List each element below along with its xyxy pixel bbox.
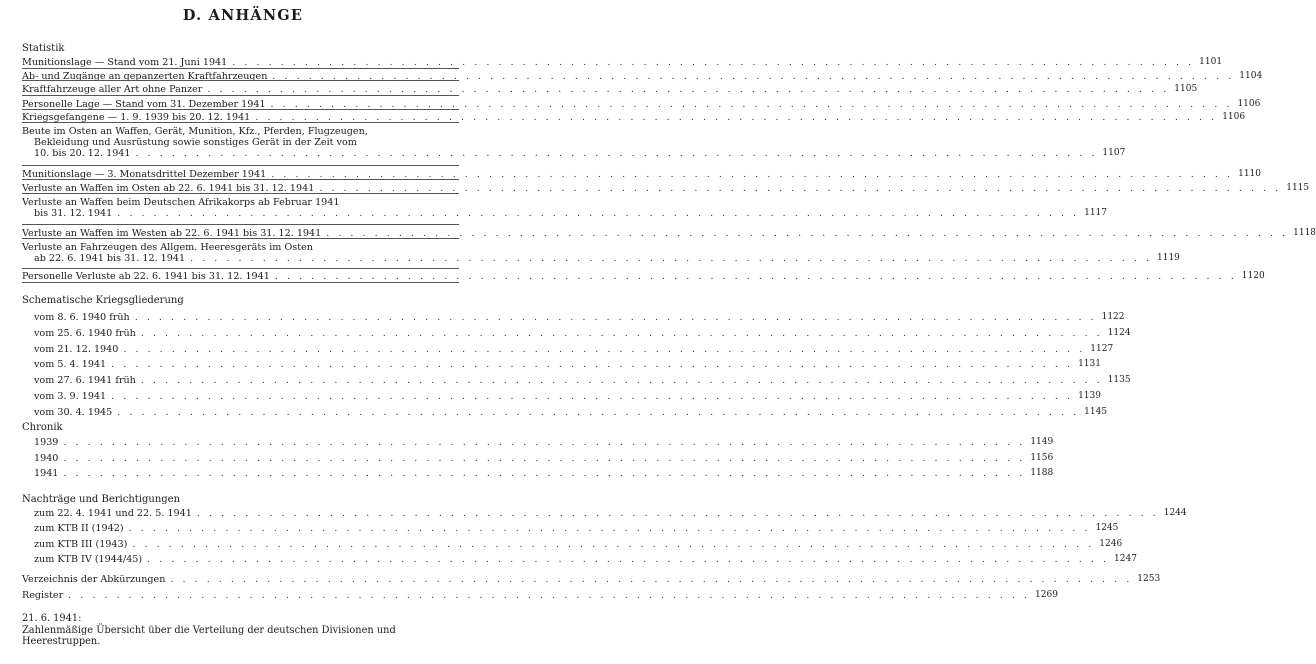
leader-dots: . . . . . . . . . . . . . . . . . . . . . . . . . . . . . . . . . . . . . . . . . . . . . . . . . . . . . . . . . . . . . . . . . . . . . . . . . . . . . . . .	[140, 375, 1103, 387]
section-heading-chronik: Chronik	[22, 422, 63, 433]
section-heading-kriegsgliederung: Schematische Kriegsgliederung	[22, 295, 184, 306]
toc-entry[interactable]	[22, 406, 1108, 419]
leader-dots: . . . . . . . . . . . . . . . . . . . . . . . . . . . . . . . . . . . . . . . . . . . . . . . . . . . . . . . . . . . . . . . . . . . . . . . . . . . . . . . .	[274, 271, 1237, 282]
page-title: D. ANHÄNGE	[182, 7, 304, 24]
leader-dots: . . . . . . . . . . . . . . . . . . . . . . . . . . . . . . . . . . . . . . . . . . . . . . . . . . . . . . . . . . . . . . . . . . . . . . . . . . . . . . . .	[170, 574, 1133, 585]
entry-text: vom 30. 4. 1945	[34, 406, 113, 418]
entry-text: vom 27. 6. 1941 früh	[34, 375, 136, 387]
leader-dots: . . . . . . . . . . . . . . . . . . . . . . . . . . . . . . . . . . . . . . . . . . . . . . . . . . . . . . . . . . . . . . . . . . . . . . . . . . . . . . . .	[270, 99, 1233, 110]
note-date: 21. 6. 1941:	[22, 613, 82, 624]
page-number: 1131	[1078, 359, 1101, 370]
leader-dots: . . . . . . . . . . . . . . . . . . . . . . . . . . . . . . . . . . . . . . . . . . . . . . . . . . . . . . . . . . . . . . . . . . . . . . . . . . . . . . . .	[117, 208, 1080, 220]
entry-text: zum KTB IV (1944/45)	[34, 554, 143, 566]
entry-text: Verzeichnis der Abkürzungen	[22, 574, 166, 585]
page-number: 1124	[1107, 327, 1131, 338]
toc-entry[interactable]	[22, 343, 1114, 356]
entry-text: Munitionslage — 3. Monatsdrittel Dezember 1941	[22, 169, 267, 180]
leader-dots: . . . . . . . . . . . . . . . . . . . . . . . . . . . . . . . . . . . . . . . . . . . . . . . . . . . . . . . . . . . . . . . . . . . . . . . . . . . . . . . .	[111, 391, 1074, 402]
page-number: 1105	[1174, 84, 1198, 94]
leader-dots: . . . . . . . . . . . . . . . . . . . . . . . . . . . . . . . . . . . . . . . . . . . . . . . . . . . . . . . . . . . . . . . . . . . . . . . . . . . . . . . .	[134, 312, 1097, 323]
entry-text: Verluste an Waffen im Osten ab 22. 6. 1941 bis 31. 12. 1941	[22, 183, 315, 194]
entry-text: vom 21. 12. 1940	[34, 343, 119, 355]
toc-entry[interactable]	[22, 390, 1101, 403]
page-number: 1139	[1078, 391, 1101, 401]
toc-entry[interactable]	[22, 589, 1058, 602]
divider-rule	[22, 179, 459, 180]
divider-rule	[22, 122, 459, 123]
divider-rule	[22, 193, 459, 194]
toc-entry[interactable]	[22, 147, 1126, 160]
page-number: 1247	[1114, 554, 1137, 565]
page-number: 1117	[1084, 208, 1108, 219]
entry-text: Verluste an Waffen beim Deutschen Afrikakorps ab Februar 1941	[22, 197, 340, 208]
leader-dots: . . . . . . . . . . . . . . . . . . . . . . . . . . . . . . . . . . . . . . . . . . . . . . . . . . . . . . . . . . . . . . . . . . . . . . . . . . . . . . . .	[272, 71, 1235, 82]
toc-entry[interactable]	[22, 207, 1108, 220]
entry-text: Bekleidung und Ausrüstung sowie sonstiges Gerät in der Zeit vom	[34, 137, 357, 149]
toc-entry[interactable]	[22, 358, 1101, 371]
leader-dots: . . . . . . . . . . . . . . . . . . . . . . . . . . . . . . . . . . . . . . . . . . . . . . . . . . . . . . . . . . . . . . . . . . . . . . . . . . . . . . . .	[128, 523, 1091, 535]
divider-rule	[22, 95, 459, 96]
leader-dots: . . . . . . . . . . . . . . . . . . . . . . . . . . . . . . . . . . . . . . . . . . . . . . . . . . . . . . . . . . . . . . . . . . . . . . . . . . . . . . . .	[132, 538, 1095, 550]
entry-text: vom 3. 9. 1941	[34, 391, 107, 402]
page-number: 1145	[1084, 406, 1108, 417]
page-number: 1245	[1095, 523, 1119, 534]
leader-dots: . . . . . . . . . . . . . . . . . . . . . . . . . . . . . . . . . . . . . . . . . . . . . . . . . . . . . . . . . . . . . . . . . . . . . . . . . . . . . . . .	[123, 343, 1086, 355]
page-number: 1104	[1239, 71, 1263, 81]
page-number: 1118	[1293, 228, 1316, 238]
page-number: 1149	[1030, 437, 1054, 447]
entry-text: Personelle Lage — Stand vom 31. Dezember 1941	[22, 99, 266, 110]
leader-dots: . . . . . . . . . . . . . . . . . . . . . . . . . . . . . . . . . . . . . . . . . . . . . . . . . . . . . . . . . . . . . . . . . . . . . . . . . . . . . . . .	[140, 327, 1103, 339]
page-number: 1188	[1030, 468, 1054, 479]
toc-entry[interactable]	[22, 311, 1125, 324]
toc-entry[interactable]	[22, 538, 1123, 551]
page-number: 1101	[1199, 57, 1223, 67]
leader-dots: . . . . . . . . . . . . . . . . . . . . . . . . . . . . . . . . . . . . . . . . . . . . . . . . . . . . . . . . . . . . . . . . . . . . . . . . . . . . . . . .	[68, 589, 1031, 601]
note-text: Zahlenmäßige Übersicht über die Verteilung der deutschen Divisionen und	[22, 624, 396, 636]
entry-text: 1939	[34, 437, 59, 448]
divider-rule	[22, 282, 459, 283]
section-heading-statistik: Statistik	[22, 43, 65, 54]
section-heading-nachtraege: Nachträge und Berichtigungen	[22, 494, 181, 505]
leader-dots: . . . . . . . . . . . . . . . . . . . . . . . . . . . . . . . . . . . . . . . . . . . . . . . . . . . . . . . . . . . . . . . . . . . . . . . . . . . . . . . .	[190, 253, 1152, 265]
divider-rule	[22, 268, 459, 269]
page-number: 1122	[1101, 312, 1125, 322]
page-number: 1106	[1222, 112, 1246, 122]
toc-entry[interactable]	[22, 507, 1187, 520]
entry-text: 1941	[34, 468, 59, 480]
leader-dots: . . . . . . . . . . . . . . . . . . . . . . . . . . . . . . . . . . . . . . . . . . . . . . . . . . . . . . . . . . . . . . . . . . . . . . . . . . . . . . . .	[135, 148, 1098, 160]
toc-entry[interactable]	[22, 522, 1119, 535]
page-number: 1246	[1099, 538, 1123, 549]
entry-text: Ab- und Zugänge an gepanzerten Kraftfahrzeugen	[22, 71, 268, 82]
divider-rule	[22, 68, 459, 69]
divider-rule	[22, 80, 459, 81]
page-number: 1269	[1035, 589, 1058, 600]
leader-dots: . . . . . . . . . . . . . . . . . . . . . . . . . . . . . . . . . . . . . . . . . . . . . . . . . . . . . . . . . . . . . . . . . . . . . . . . . . . . . . . .	[232, 57, 1195, 68]
page-number: 1115	[1286, 183, 1310, 193]
divider-rule	[22, 165, 459, 166]
note-text: Heerestruppen.	[22, 636, 101, 647]
entry-text: Register	[22, 589, 64, 601]
leader-dots: . . . . . . . . . . . . . . . . . . . . . . . . . . . . . . . . . . . . . . . . . . . . . . . . . . . . . . . . . . . . . . . . . . . . . . . . . . . . . . . .	[255, 112, 1218, 123]
entry-text: zum KTB II (1942)	[34, 523, 124, 535]
page-number: 1107	[1102, 148, 1126, 159]
page-number: 1135	[1107, 375, 1131, 386]
entry-text: zum KTB III (1943)	[34, 538, 128, 550]
toc-entry[interactable]	[22, 252, 1180, 265]
toc-entry[interactable]	[22, 467, 1054, 480]
page-number: 1120	[1241, 271, 1265, 281]
leader-dots: . . . . . . . . . . . . . . . . . . . . . . . . . . . . . . . . . . . . . . . . . . . . . . . . . . . . . . . . . . . . . . . . . . . . . . . . . . . . . . . .	[111, 359, 1074, 371]
entry-text: Munitionslage — Stand vom 21. Juni 1941	[22, 57, 228, 68]
page-number: 1244	[1163, 508, 1187, 518]
toc-entry[interactable]	[22, 374, 1131, 387]
entry-text: Kraftfahrzeuge aller Art ohne Panzer	[22, 84, 203, 95]
page-number: 1119	[1157, 253, 1180, 264]
page-number: 1127	[1090, 343, 1114, 354]
divider-rule	[22, 238, 459, 239]
leader-dots: . . . . . . . . . . . . . . . . . . . . . . . . . . . . . . . . . . . . . . . . . . . . . . . . . . . . . . . . . . . . . . . . . . . . . . . . . . . . . . . .	[207, 84, 1170, 95]
entry-text: Verluste an Waffen im Westen ab 22. 6. 1941 bis 31. 12. 1941	[22, 228, 322, 239]
toc-entry[interactable]	[22, 70, 1263, 83]
entry-text: 1940	[34, 452, 59, 464]
entry-text: vom 8. 6. 1940 früh	[34, 312, 130, 323]
page-number: 1156	[1030, 452, 1054, 463]
toc-entry[interactable]	[22, 436, 1054, 449]
entry-text: vom 25. 6. 1940 früh	[34, 327, 136, 339]
toc-entry[interactable]	[22, 452, 1054, 465]
divider-rule	[22, 109, 459, 110]
entry-text: Personelle Verluste ab 22. 6. 1941 bis 31. 12. 1941	[22, 271, 270, 282]
toc-entry[interactable]	[22, 327, 1131, 340]
entry-text: vom 5. 4. 1941	[34, 359, 107, 371]
leader-dots: . . . . . . . . . . . . . . . . . . . . . . . . . . . . . . . . . . . . . . . . . . . . . . . . . . . . . . . . . . . . . . . . . . . . . . . . . . . . . . . .	[117, 406, 1080, 418]
entry-text: bis 31. 12. 1941	[34, 208, 113, 220]
entry-text: Verluste an Fahrzeugen des Allgem. Heeresgeräts im Osten	[22, 242, 313, 253]
entry-text: Kriegsgefangene — 1. 9. 1939 bis 20. 12. 1941	[22, 112, 251, 123]
leader-dots: . . . . . . . . . . . . . . . . . . . . . . . . . . . . . . . . . . . . . . . . . . . . . . . . . . . . . . . . . . . . . . . . . . . . . . . . . . . . . . . .	[147, 554, 1110, 566]
page-number: 1106	[1237, 99, 1261, 109]
page-number: 1110	[1238, 169, 1261, 179]
leader-dots: . . . . . . . . . . . . . . . . . . . . . . . . . . . . . . . . . . . . . . . . . . . . . . . . . . . . . . . . . . . . . . . . . . . . . . . . . . . . . . . .	[196, 508, 1159, 519]
leader-dots: . . . . . . . . . . . . . . . . . . . . . . . . . . . . . . . . . . . . . . . . . . . . . . . . . . . . . . . . . . . . . . . . . . . . . . . . . . . . . . . .	[63, 452, 1026, 464]
entry-text: zum 22. 4. 1941 und 22. 5. 1941	[34, 508, 192, 519]
entry-text: 10. bis 20. 12. 1941	[34, 148, 131, 160]
leader-dots: . . . . . . . . . . . . . . . . . . . . . . . . . . . . . . . . . . . . . . . . . . . . . . . . . . . . . . . . . . . . . . . . . . . . . . . . . . . . . . . .	[326, 228, 1289, 239]
divider-rule	[22, 224, 459, 225]
leader-dots: . . . . . . . . . . . . . . . . . . . . . . . . . . . . . . . . . . . . . . . . . . . . . . . . . . . . . . . . . . . . . . . . . . . . . . . . . . . . . . . .	[319, 183, 1282, 194]
entry-text: ab 22. 6. 1941 bis 31. 12. 1941	[34, 253, 186, 265]
entry-text: Beute im Osten an Waffen, Gerät, Munition, Kfz., Pferden, Flugzeugen,	[22, 126, 368, 137]
toc-entry[interactable]	[22, 573, 1161, 586]
leader-dots: . . . . . . . . . . . . . . . . . . . . . . . . . . . . . . . . . . . . . . . . . . . . . . . . . . . . . . . . . . . . . . . . . . . . . . . . . . . . . . . .	[63, 468, 1026, 480]
leader-dots: . . . . . . . . . . . . . . . . . . . . . . . . . . . . . . . . . . . . . . . . . . . . . . . . . . . . . . . . . . . . . . . . . . . . . . . . . . . . . . . .	[63, 437, 1026, 448]
toc-entry[interactable]	[22, 553, 1137, 566]
leader-dots: . . . . . . . . . . . . . . . . . . . . . . . . . . . . . . . . . . . . . . . . . . . . . . . . . . . . . . . . . . . . . . . . . . . . . . . . . . . . . . . .	[271, 169, 1234, 180]
page-number: 1253	[1137, 574, 1161, 584]
